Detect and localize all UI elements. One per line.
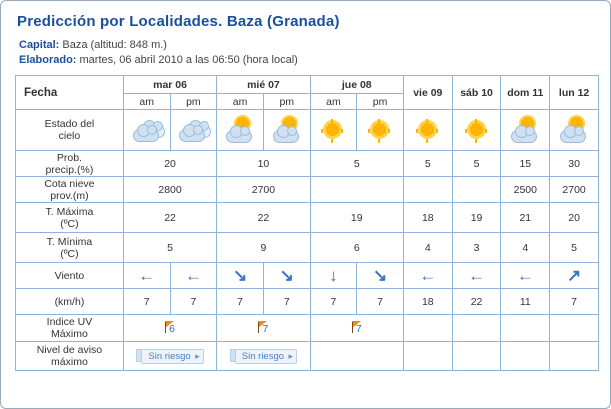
windspeed-cell: 7 [357,289,404,315]
aviso-cell [217,342,310,371]
tmax-cell: 18 [403,203,452,233]
chevron-right-icon: ▸ [288,350,294,361]
wind-cell [310,263,357,289]
row-label-windspeed: (km/h) [16,289,124,315]
precip-cell: 10 [217,151,310,177]
sky-cell [403,110,452,151]
day-subheader: am [310,94,357,110]
row-label-tmax: T. Máxima (ºC) [16,203,124,233]
wind-arrow-icon: ↘ [232,266,248,285]
uv-pole-icon [165,322,166,333]
uv-value: 7 [355,323,362,335]
snow-cell [403,177,452,203]
uv-flag-icon [352,321,361,328]
wind-cell [263,263,310,289]
uv-cell [310,315,403,342]
windspeed-cell: 22 [452,289,501,315]
windspeed-cell: 7 [550,289,599,315]
aviso-cell [310,342,403,371]
capital-label: Capital: [19,39,60,51]
tmax-cell: 22 [123,203,216,233]
tmax-cell: 19 [452,203,501,233]
uv-cell [550,315,599,342]
windspeed-cell: 7 [123,289,170,315]
snow-cell: 2800 [123,177,216,203]
wind-cell [170,263,217,289]
day-subheader: pm [357,94,404,110]
wind-arrow-icon: ↗ [566,266,582,285]
header-fecha: Fecha [16,76,124,110]
snow-cell: 2700 [550,177,599,203]
windspeed-cell: 7 [310,289,357,315]
wind-cell [357,263,404,289]
day-header: mar 06 [123,76,216,94]
tmin-cell: 5 [550,233,599,263]
tmin-cell: 5 [123,233,216,263]
precip-cell: 5 [403,151,452,177]
uv-pole-icon [352,322,353,333]
windspeed-cell: 11 [501,289,550,315]
wind-arrow-icon: ← [419,266,437,285]
sun-cloud-icon [223,117,257,143]
aviso-cell [123,342,216,371]
day-header: sáb 10 [452,76,501,110]
tmin-cell: 3 [452,233,501,263]
chevron-right-icon: ▸ [195,350,200,361]
sun-cloud-icon [270,117,304,143]
wind-cell [217,263,264,289]
day-header: vie 09 [403,76,452,110]
uv-cell [501,315,550,342]
row-label-tmin: T. Mínima (ºC) [16,233,124,263]
day-header: lun 12 [550,76,599,110]
precip-cell: 20 [123,151,216,177]
wind-cell [403,263,452,289]
uv-cell [452,315,501,342]
snow-cell: 2700 [217,177,310,203]
elaborado-value: martes, 06 abril 2010 a las 06:50 (hora local) [79,54,298,66]
sky-cell [263,110,310,151]
uv-pole-icon [258,322,259,333]
sky-cell [217,110,264,151]
aviso-cell [403,342,452,371]
aviso-pill[interactable]: Sin riesgo ▸ [141,349,203,364]
precip-cell: 5 [452,151,501,177]
wind-cell [501,263,550,289]
tmax-cell: 19 [310,203,403,233]
day-subheader: pm [170,94,217,110]
aviso-cell [550,342,599,371]
snow-cell [310,177,403,203]
windspeed-cell: 7 [263,289,310,315]
uv-cell [217,315,310,342]
row-label-uv: Indice UV Máximo [16,315,124,342]
sky-cell [170,110,217,151]
windspeed-cell: 18 [403,289,452,315]
sun-icon [363,117,397,143]
sun-icon [316,117,350,143]
row-label-sky: Estado del cielo [16,110,124,151]
meta-block [19,38,598,68]
windspeed-cell: 7 [170,289,217,315]
sky-cell [550,110,599,151]
precip-cell: 5 [310,151,403,177]
tmax-cell: 20 [550,203,599,233]
wind-arrow-icon: ↓ [329,266,338,285]
snow-cell: 2500 [501,177,550,203]
precip-cell: 15 [501,151,550,177]
row-label-snow: Cota nieve prov.(m) [16,177,124,203]
day-subheader: am [123,94,170,110]
elaborado-line [19,53,598,68]
wind-arrow-icon: ← [516,266,534,285]
tmin-cell: 4 [501,233,550,263]
aviso-cell [452,342,501,371]
sky-cell [310,110,357,151]
sun-icon [460,117,494,143]
day-header: dom 11 [501,76,550,110]
sun-cloud-icon [508,117,542,143]
windspeed-cell: 7 [217,289,264,315]
aviso-cell [501,342,550,371]
uv-cell [123,315,216,342]
wind-arrow-icon: ← [468,266,486,285]
wind-arrow-icon: ← [184,266,202,285]
wind-arrow-icon: ↘ [372,266,388,285]
cloudy-icon [176,117,210,143]
capital-value: Baza (altitud: 848 m.) [62,39,167,51]
wind-cell [123,263,170,289]
tmin-cell: 4 [403,233,452,263]
sun-icon [411,117,445,143]
day-subheader: pm [263,94,310,110]
wind-cell [550,263,599,289]
sky-cell [452,110,501,151]
aviso-pill[interactable]: Sin riesgo ▸ [235,349,297,364]
sky-cell [501,110,550,151]
day-header: mié 07 [217,76,310,94]
elaborado-label: Elaborado: [19,54,77,66]
uv-flag-icon [258,321,267,328]
row-label-precip: Prob. precip.(%) [16,151,124,177]
wind-arrow-icon: ↘ [279,266,294,285]
snow-cell [452,177,501,203]
forecast-table [15,75,599,371]
uv-flag-icon [165,321,174,328]
sun-cloud-icon [557,117,591,143]
page-title: Predicción por Localidades. Baza (Granada) [17,13,340,30]
tmin-cell: 6 [310,233,403,263]
sky-cell [357,110,404,151]
day-header: jue 08 [310,76,403,94]
row-label-wind: Viento [16,263,124,289]
tmin-cell: 9 [217,233,310,263]
wind-cell [452,263,501,289]
uv-value: 6 [169,323,175,335]
uv-value: 7 [262,323,269,335]
row-label-aviso: Nivel de aviso máximo [16,342,124,371]
capital-line [19,38,598,53]
uv-cell [403,315,452,342]
tmax-cell: 22 [217,203,310,233]
cloudy-icon [130,117,164,143]
precip-cell: 30 [550,151,599,177]
day-subheader: am [217,94,264,110]
wind-arrow-icon: ← [138,266,156,285]
tmax-cell: 21 [501,203,550,233]
sky-cell [123,110,170,151]
